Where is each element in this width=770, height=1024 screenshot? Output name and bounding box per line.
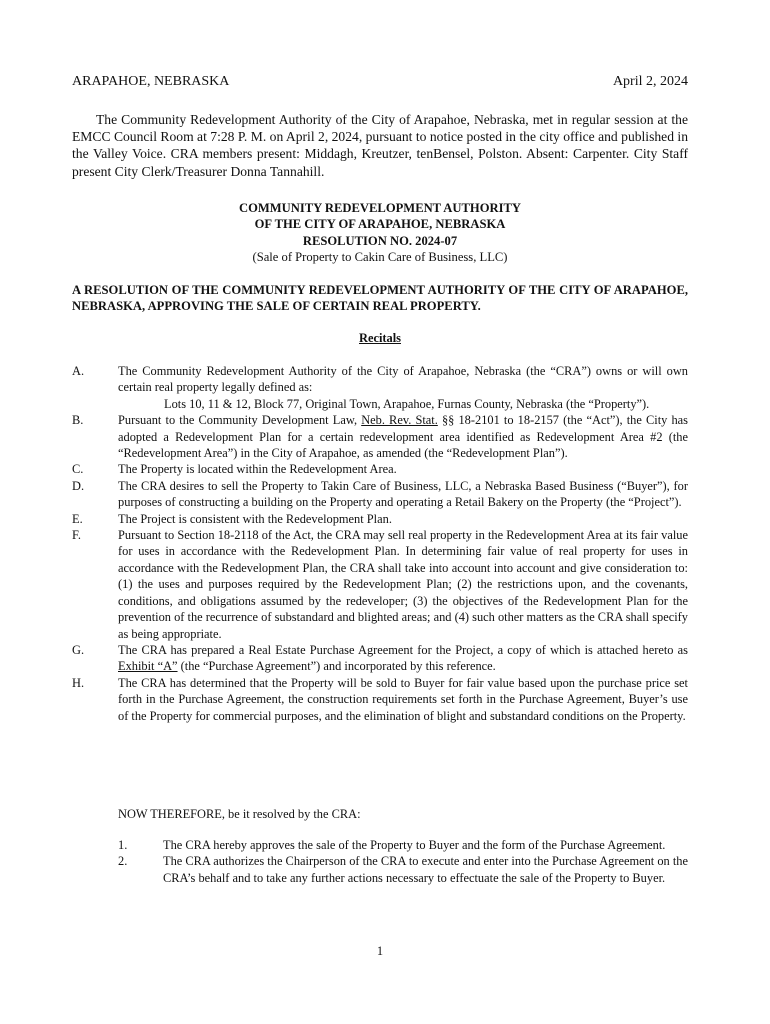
recital-b xyxy=(72,412,688,461)
recital-letter: A. xyxy=(72,364,85,378)
title-line-4: (Sale of Property to Cakin Care of Business, LLC) xyxy=(252,250,508,265)
recital-f xyxy=(72,527,688,642)
recital-text-post: (the “Purchase Agreement”) and incorporated by this reference. xyxy=(177,659,496,674)
recitals-heading: Recitals xyxy=(359,331,401,345)
recital-letter: E. xyxy=(72,511,83,526)
document-header xyxy=(72,74,688,90)
resolution-heading: A RESOLUTION OF THE COMMUNITY REDEVELOPMENT AUTHORITY OF THE CITY OF ARAPAHOE, NEBRASKA, APPROVING THE SALE OF CERTAIN REAL PROPERTY. xyxy=(72,283,688,314)
recital-text: The CRA desires to sell the Property to Takin Care of Business, LLC, a Nebraska Based Business (“Buyer”), for purposes of constructing a building on the Property and operating a Retail Bakery on the Property (the “Project”). xyxy=(118,478,688,510)
recital-d xyxy=(72,478,688,511)
resolved-text: The CRA hereby approves the sale of the Property to Buyer and the form of the Purchase Agreement. xyxy=(163,838,666,852)
recital-letter: C. xyxy=(72,462,84,477)
recital-a xyxy=(72,363,688,412)
resolution-title-block xyxy=(72,200,688,266)
recital-text-pre: The CRA has prepared a Real Estate Purchase Agreement for the Project, a copy of which is attached hereto as xyxy=(118,642,688,657)
resolved-item-2 xyxy=(72,853,688,886)
legal-description: Lots 10, 11 & 12, Block 77, Original Town, Arapahoe, Furnas County, Nebraska (the “Property”). xyxy=(164,396,650,411)
now-therefore-clause: NOW THEREFORE, be it resolved by the CRA: xyxy=(118,807,361,821)
recital-text-post: §§ 18-2101 to 18-2157 (the “Act”), the City has adopted a Redevelopment Plan for a certain redevelopment area identified as Redevelopment Area #2 (the “Redevelopment Area”) in the City of Arapahoe, as amended (the “Redevelopment Plan”). xyxy=(118,413,688,461)
title-line-2: OF THE CITY OF ARAPAHOE, NEBRASKA xyxy=(254,217,506,232)
recital-text: The Property is located within the Redevelopment Area. xyxy=(118,462,397,477)
page-number: 1 xyxy=(376,944,384,958)
resolved-number: 1. xyxy=(118,838,128,852)
recital-c xyxy=(72,461,688,477)
recital-letter: B. xyxy=(72,413,84,428)
statute-citation: Neb. Rev. Stat. xyxy=(361,413,438,428)
resolved-list xyxy=(72,837,688,886)
resolved-number: 2. xyxy=(118,854,128,869)
title-line-3: RESOLUTION NO. 2024-07 xyxy=(302,233,458,248)
recital-letter: F. xyxy=(72,528,81,543)
title-line-1: COMMUNITY REDEVELOPMENT AUTHORITY xyxy=(239,201,521,215)
header-date: April 2, 2024 xyxy=(612,74,688,89)
header-location: ARAPAHOE, NEBRASKA xyxy=(72,74,230,89)
recital-text: Pursuant to Section 18-2118 of the Act, the CRA may sell real property in the Redevelopment Area at its fair value for uses in accordance with the Redevelopment Plan. In determining fair value of real property for uses in accordance with the Redevelopment Plan, the CRA shall take into account into account and give consideration to: (1) the uses and purposes required by the Redevelopment Plan; (2) the restrictions upon, and the covenants, conditions, and obligations assumed by the redeveloper; (3) the objectives of the Redevelopment Plan for the prevention of the recurrence of substandard and blighted areas; and (4) such other matters as the CRA shall specify as being appropriate. xyxy=(118,528,688,641)
recital-letter: D. xyxy=(72,478,85,493)
resolved-text: The CRA authorizes the Chairperson of the CRA to execute and enter into the Purchase Agreement on the CRA’s behalf and to take any further actions necessary to effectuate the sale of the Property to Buyer. xyxy=(163,854,688,885)
meeting-intro-paragraph: The Community Redevelopment Authority of the City of Arapahoe, Nebraska, met in regular session at the EMCC Council Room at 7:28 P. M. on April 2, 2024, pursuant to notice posted in the city office and published in the Valley Voice. CRA members present: Middagh, Kreutzer, tenBensel, Polston. Absent: Carpenter. City Staff present City Clerk/Treasurer Donna Tannahill. xyxy=(72,112,688,179)
recital-letter: G. xyxy=(72,642,85,657)
recital-letter: H. xyxy=(72,675,85,690)
recital-text-pre: Pursuant to the Community Development Law, xyxy=(118,413,362,428)
recitals-list xyxy=(72,363,688,724)
recital-e xyxy=(72,511,688,527)
resolved-item-1 xyxy=(72,837,688,853)
recital-h xyxy=(72,675,688,724)
recital-text: The CRA has determined that the Property will be sold to Buyer for fair value based upon the purchase price set forth in the Purchase Agreement, the construction requirements set forth in the Purchase Agreement, Buyer’s use of the Property for commercial purposes, and the elimination of blight and substandard conditions on the Property. xyxy=(118,675,688,723)
recital-text: The Community Redevelopment Authority of the City of Arapahoe, Nebraska (the “CRA”) owns or will own certain real property legally defined as: xyxy=(118,364,688,395)
exhibit-reference: Exhibit “A” xyxy=(118,659,178,674)
recital-g xyxy=(72,642,688,675)
recital-text: The Project is consistent with the Redevelopment Plan. xyxy=(118,511,392,526)
